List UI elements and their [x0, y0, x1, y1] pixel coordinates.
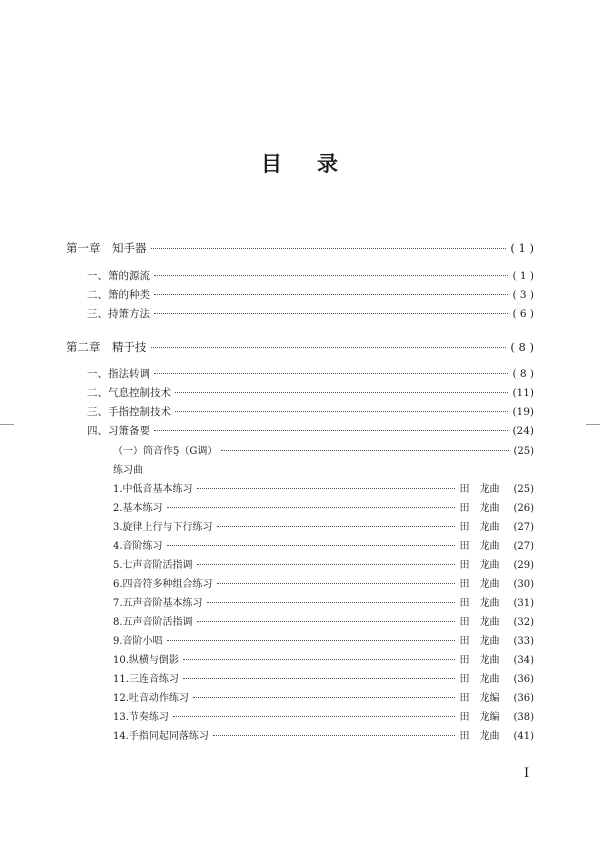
page-title	[0, 148, 600, 178]
chapter-label: 第二章 精于技	[66, 340, 147, 354]
section-page: ( 3 )	[512, 289, 534, 301]
exercise-label: 9.音阶小唱	[113, 636, 163, 647]
exercise-page: (32)	[513, 617, 534, 628]
dot-leader	[167, 507, 456, 508]
title-char-2: 录	[317, 151, 339, 176]
toc-section[interactable]	[87, 423, 534, 438]
exercise-page: (31)	[513, 598, 534, 609]
exercise-item[interactable]	[113, 632, 534, 647]
exercise-label: 12.吐音动作练习	[113, 693, 189, 704]
toc-section[interactable]	[87, 268, 534, 283]
exercise-label: 7.五声音阶基本练习	[113, 598, 203, 609]
section-label: 三、持箫方法	[87, 308, 150, 320]
exercise-page: (29)	[513, 560, 534, 571]
exercise-author: 田 龙曲	[459, 617, 500, 628]
exercise-label: 2.基本练习	[113, 503, 163, 514]
exercise-author: 田 龙曲	[459, 674, 500, 685]
exercise-item[interactable]	[113, 499, 534, 514]
section-label: 三、手指控制技术	[87, 406, 171, 418]
exercise-item[interactable]	[113, 613, 534, 628]
dot-leader	[183, 659, 456, 660]
exercise-label: 3.旋律上行与下行练习	[113, 522, 213, 533]
dot-leader	[154, 294, 508, 295]
chapter-label: 第一章 知手器	[66, 241, 147, 255]
section-page: (11)	[512, 387, 534, 399]
exercise-author: 田 龙编	[459, 712, 500, 723]
exercise-label: 8.五声音阶活指调	[113, 617, 193, 628]
dot-leader	[154, 275, 508, 276]
section-label: 一、指法转调	[87, 368, 150, 380]
section-label: 四、习箫备要	[87, 425, 150, 437]
exercise-label: 10.纵横与倒影	[113, 655, 179, 666]
toc-chapter-1[interactable]	[66, 240, 534, 256]
chapter-page: ( 1 )	[510, 241, 534, 255]
exercise-heading: 练习曲	[113, 465, 143, 476]
dot-leader	[217, 583, 456, 584]
dot-leader	[167, 545, 456, 546]
exercise-label: 1.中低音基本练习	[113, 484, 193, 495]
dot-leader	[197, 488, 456, 489]
exercise-item[interactable]	[113, 708, 534, 723]
dot-leader	[154, 430, 508, 431]
exercise-page: (26)	[513, 503, 534, 514]
exercise-item[interactable]	[113, 670, 534, 685]
exercise-author: 田 龙曲	[459, 655, 500, 666]
exercise-item[interactable]	[113, 651, 534, 666]
section-page: ( 1 )	[512, 270, 534, 282]
exercise-page: (27)	[513, 522, 534, 533]
exercise-item[interactable]	[113, 537, 534, 552]
section-page: (24)	[512, 425, 534, 437]
exercise-item[interactable]	[113, 480, 534, 495]
exercise-page: (41)	[513, 731, 534, 742]
section-page: ( 6 )	[512, 308, 534, 320]
exercise-label: 5.七声音阶活指调	[113, 560, 193, 571]
exercise-page: (34)	[513, 655, 534, 666]
dot-leader	[175, 392, 508, 393]
crop-mark-left	[0, 424, 14, 425]
exercise-page: (25)	[513, 484, 534, 495]
exercise-author: 田 龙曲	[459, 636, 500, 647]
page-number: I	[524, 766, 530, 781]
exercise-page: (36)	[513, 674, 534, 685]
exercise-page: (36)	[513, 693, 534, 704]
exercise-author: 田 龙曲	[459, 522, 500, 533]
crop-mark-right	[586, 424, 600, 425]
section-page: (19)	[512, 406, 534, 418]
exercise-item[interactable]	[113, 689, 534, 704]
exercise-page: (33)	[513, 636, 534, 647]
exercise-label: 14.手指同起同落练习	[113, 731, 209, 742]
exercise-item[interactable]	[113, 594, 534, 609]
dot-leader	[151, 347, 507, 348]
exercise-page: (38)	[513, 712, 534, 723]
toc-section[interactable]	[87, 404, 534, 419]
exercise-author: 田 龙曲	[459, 541, 500, 552]
exercise-label: 11.三连音练习	[113, 674, 179, 685]
subsection-label: （一）筒音作5̣（G调）	[113, 446, 218, 457]
exercise-label: 13.节奏练习	[113, 712, 169, 723]
dot-leader	[197, 621, 456, 622]
dot-leader	[193, 697, 456, 698]
dot-leader	[213, 735, 456, 736]
exercise-author: 田 龙编	[459, 693, 500, 704]
dot-leader	[197, 564, 456, 565]
section-label: 二、箫的种类	[87, 289, 150, 301]
exercise-author: 田 龙曲	[459, 579, 500, 590]
exercise-item[interactable]	[113, 575, 534, 590]
dot-leader	[154, 373, 508, 374]
toc-subsection[interactable]	[113, 442, 534, 457]
exercise-author: 田 龙曲	[459, 598, 500, 609]
dot-leader	[154, 313, 508, 314]
exercise-item[interactable]	[113, 727, 534, 742]
exercise-page: (30)	[513, 579, 534, 590]
exercise-author: 田 龙曲	[459, 484, 500, 495]
section-page: ( 8 )	[512, 368, 534, 380]
exercise-author: 田 龙曲	[459, 560, 500, 571]
toc-chapter-2[interactable]	[66, 339, 534, 355]
exercise-author: 田 龙曲	[459, 503, 500, 514]
dot-leader	[151, 248, 507, 249]
toc-section[interactable]	[87, 366, 534, 381]
toc-section[interactable]	[87, 306, 534, 321]
exercise-author: 田 龙曲	[459, 731, 500, 742]
dot-leader	[183, 678, 456, 679]
section-label: 一、箫的源流	[87, 270, 150, 282]
exercise-label: 4.音阶练习	[113, 541, 163, 552]
exercise-label: 6.四音符多种组合练习	[113, 579, 213, 590]
exercise-page: (27)	[513, 541, 534, 552]
chapter-page: ( 8 )	[510, 340, 534, 354]
dot-leader	[207, 602, 456, 603]
toc-section[interactable]	[87, 287, 534, 302]
exercise-item[interactable]	[113, 518, 534, 533]
title-char-1: 目	[261, 151, 283, 176]
dot-leader	[221, 450, 509, 451]
dot-leader	[167, 640, 456, 641]
dot-leader	[217, 526, 456, 527]
subsection-page: (25)	[513, 446, 534, 457]
dot-leader	[175, 411, 508, 412]
toc-section[interactable]	[87, 385, 534, 400]
dot-leader	[173, 716, 456, 717]
exercise-item[interactable]	[113, 556, 534, 571]
section-label: 二、气息控制技术	[87, 387, 171, 399]
